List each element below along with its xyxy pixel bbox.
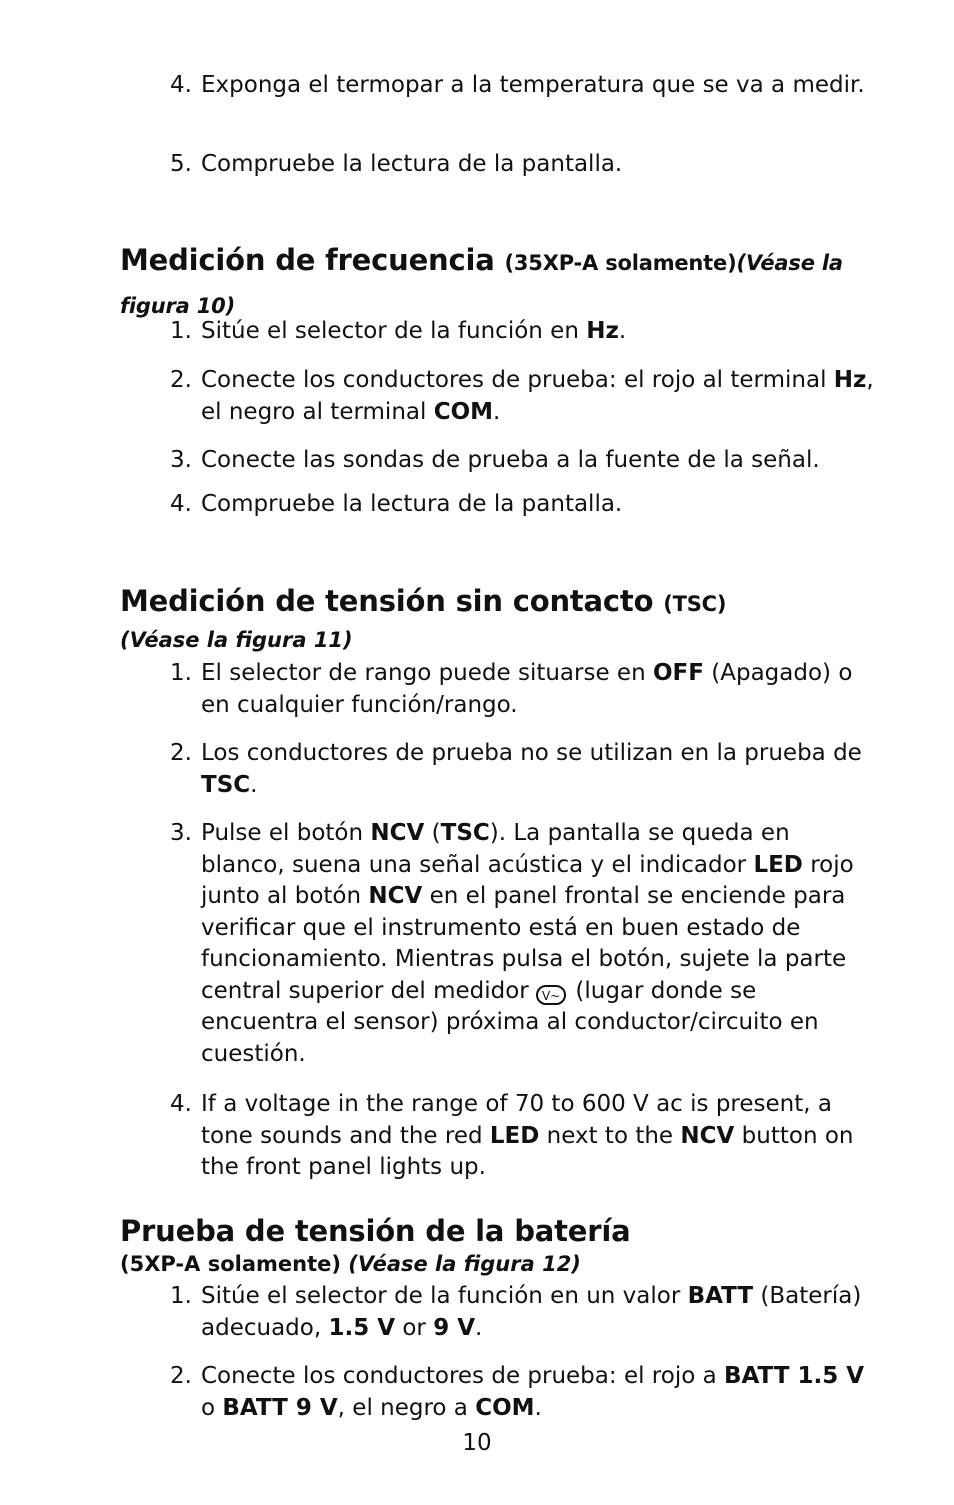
item-number: 5. xyxy=(170,151,192,177)
heading-title: Medición de tensión sin contacto xyxy=(120,584,654,618)
item-bold: Hz xyxy=(833,367,867,393)
item-text: . xyxy=(250,771,258,798)
heading-title: Prueba de tensión de la batería xyxy=(120,1214,631,1248)
item-number: 1. xyxy=(170,660,192,686)
list-item xyxy=(170,489,880,521)
item-text: If a voltage in the range of 70 to 600 V ac is present, a tone sounds and the red xyxy=(201,1091,832,1149)
list-item xyxy=(170,365,880,428)
list-item xyxy=(170,1281,880,1344)
section-heading-tsc xyxy=(120,583,880,622)
item-bold: NCV xyxy=(368,883,423,909)
item-number: 3. xyxy=(170,820,192,846)
item-text: Sitúe el selector de la función en xyxy=(201,318,587,344)
item-bold: TSC xyxy=(201,771,251,798)
list-item xyxy=(170,658,880,721)
heading-title: Medición de frecuencia xyxy=(120,243,495,277)
item-text: Compruebe la lectura de la pantalla. xyxy=(201,151,623,177)
item-bold: BATT 1.5 V xyxy=(724,1363,865,1389)
item-bold: TSC xyxy=(440,820,490,846)
item-number: 2. xyxy=(170,367,192,393)
list-item xyxy=(170,818,880,1070)
item-bold: LED xyxy=(489,1122,540,1149)
item-text: rojo junto al botón xyxy=(201,851,854,909)
item-text: El selector de rango puede situarse en xyxy=(201,660,653,686)
item-number: 4. xyxy=(170,491,192,517)
item-text: Conecte las sondas de prueba a la fuente de la señal. xyxy=(201,447,820,473)
item-text: , el negro al terminal xyxy=(201,367,874,425)
item-text: Los conductores de prueba no se utilizan en la prueba de xyxy=(201,740,862,766)
list-item xyxy=(170,738,880,801)
item-number: 4. xyxy=(170,72,192,98)
item-text: Compruebe la lectura de la pantalla. xyxy=(201,491,623,517)
item-bold: 1.5 V xyxy=(328,1314,396,1341)
list-item xyxy=(170,70,880,102)
item-text: . xyxy=(618,318,627,344)
section-heading-frequency xyxy=(120,240,880,326)
list-item xyxy=(170,316,880,348)
item-text: ). La pantalla se queda en blanco, suena una señal acústica y el indicador xyxy=(201,820,790,878)
item-text: , el negro a xyxy=(337,1394,476,1421)
item-text: (lugar donde se encuentra el sensor) próxima al conductor/circuito en cuestión. xyxy=(201,977,819,1067)
item-number: 2. xyxy=(170,740,192,766)
heading-qualifier: (5XP-A solamente) xyxy=(120,1252,341,1276)
item-text: . xyxy=(534,1394,542,1421)
voltage-sensor-icon: V~ xyxy=(536,985,566,1005)
figure-reference xyxy=(120,626,880,654)
item-bold: NCV xyxy=(680,1122,735,1149)
item-text: (Apagado) o en cualquier función/rango. xyxy=(201,660,853,718)
figure-reference-text: (Véase la figura 11) xyxy=(120,628,353,652)
list-item xyxy=(170,1089,880,1184)
page-number: 10 xyxy=(462,1430,492,1456)
item-text: or xyxy=(395,1314,434,1341)
item-bold: Hz xyxy=(586,318,619,344)
item-bold: NCV xyxy=(370,820,425,846)
item-bold: BATT 9 V xyxy=(222,1394,338,1421)
section-heading-battery xyxy=(120,1213,880,1249)
heading-qualifier: (TSC) xyxy=(663,592,727,616)
item-number: 3. xyxy=(170,447,192,473)
item-bold: OFF xyxy=(652,660,704,686)
item-bold: 9 V xyxy=(433,1314,475,1341)
item-text: ( xyxy=(424,820,441,846)
figure-reference: (Véase la figura 10) xyxy=(120,251,843,318)
item-text: Pulse el botón xyxy=(201,820,371,846)
item-bold: COM xyxy=(475,1394,535,1421)
item-bold: LED xyxy=(753,851,803,878)
item-text: Exponga el termopar a la temperatura que se va a medir. xyxy=(201,72,865,98)
list-item xyxy=(170,445,880,477)
item-number: 4. xyxy=(170,1091,192,1117)
figure-reference: (Véase la figura 12) xyxy=(348,1252,581,1276)
list-item xyxy=(170,149,880,181)
item-text: button on the front panel lights up. xyxy=(201,1122,854,1180)
item-text: . xyxy=(493,398,501,425)
list-item xyxy=(170,1361,880,1424)
item-text: Conecte los conductores de prueba: el rojo al terminal xyxy=(201,367,834,393)
item-number: 2. xyxy=(170,1363,192,1389)
item-text: (Batería) adecuado, xyxy=(201,1283,862,1341)
item-text: Conecte los conductores de prueba: el rojo a xyxy=(201,1363,724,1389)
item-bold: COM xyxy=(433,398,494,425)
heading-qualifier: (35XP-A solamente) xyxy=(504,251,737,275)
item-text: Sitúe el selector de la función en un valor xyxy=(201,1283,688,1309)
section-subheading xyxy=(120,1250,880,1278)
item-bold: BATT xyxy=(687,1283,754,1309)
item-number: 1. xyxy=(170,1283,192,1309)
item-text: next to the xyxy=(539,1122,681,1149)
item-number: 1. xyxy=(170,318,192,344)
item-text: en el panel frontal se enciende para verificar que el instrumento está en buen estado de funcionamiento. Mientras pulsa el botón, sujete la parte central superior del medidor xyxy=(201,883,847,1004)
item-text: o xyxy=(201,1394,223,1421)
item-text: . xyxy=(475,1314,483,1341)
